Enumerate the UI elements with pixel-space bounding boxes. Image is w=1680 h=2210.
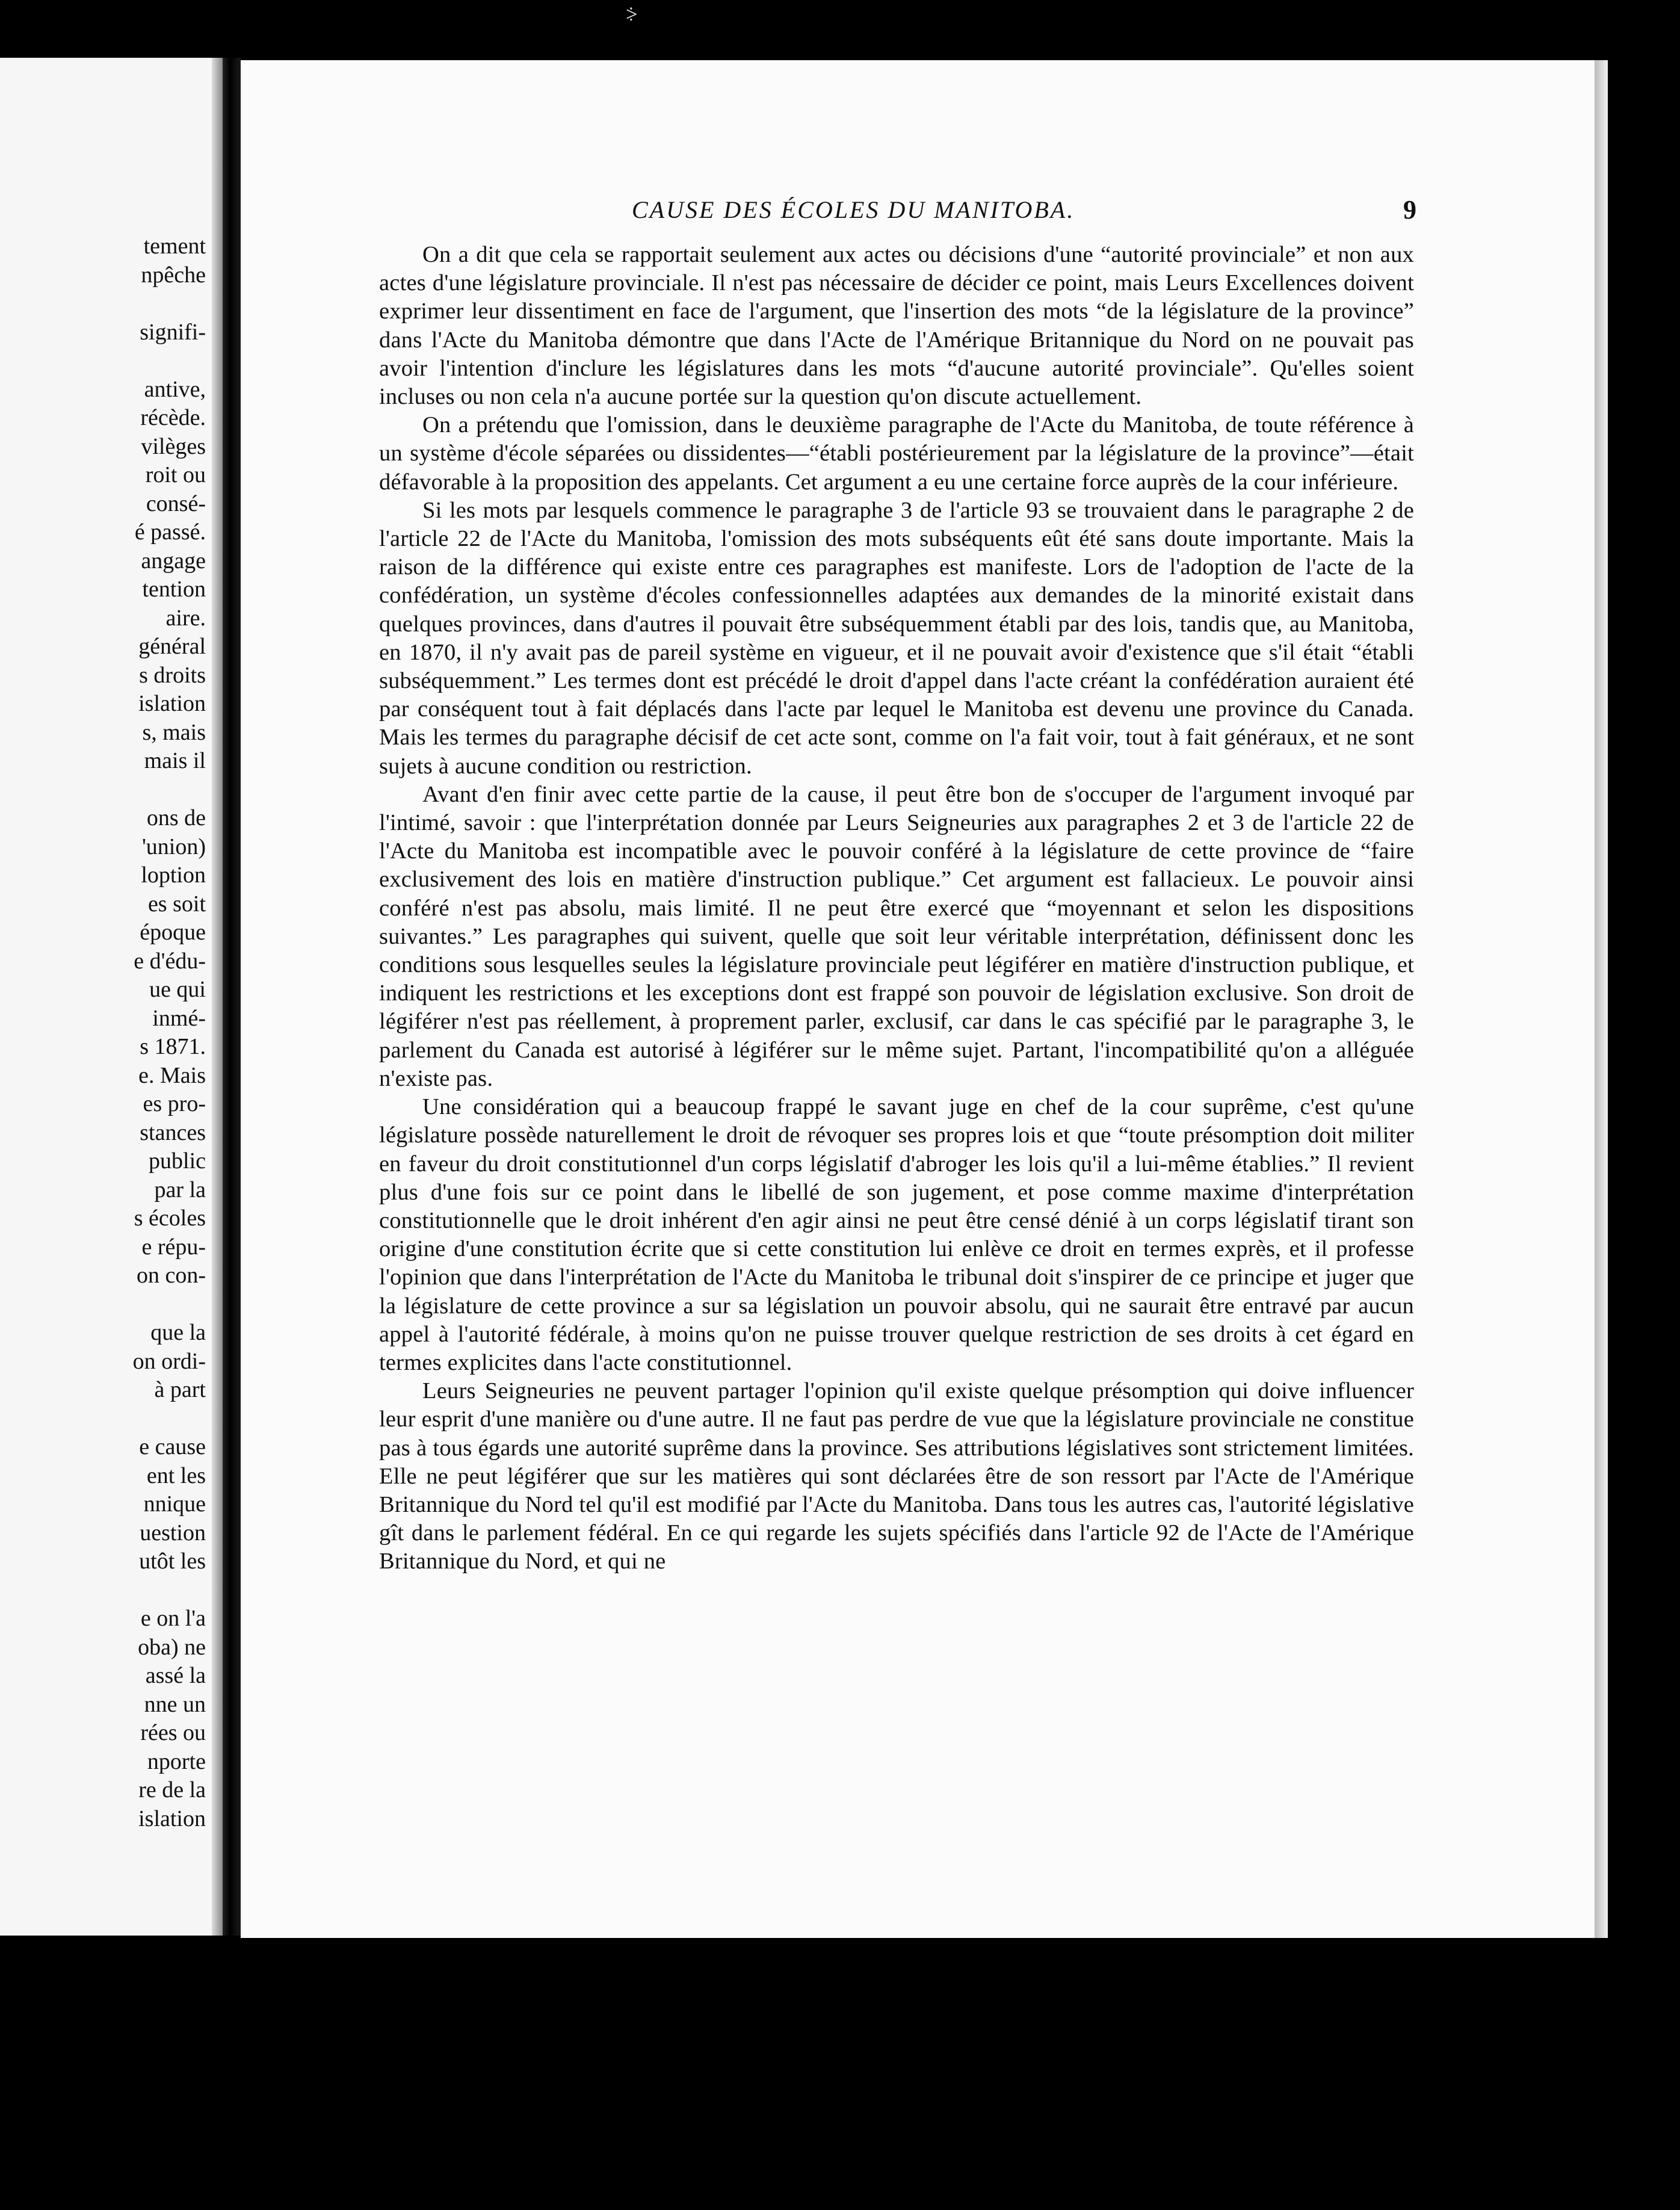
facing-page-line: ue qui [149, 977, 206, 1002]
facing-page-line [13, 289, 206, 318]
facing-page-line: général [138, 634, 206, 659]
facing-page-line: à part [154, 1377, 206, 1402]
facing-page-line: nne un [144, 1691, 206, 1717]
facing-page-line: on ordi- [132, 1348, 206, 1374]
running-head [241, 196, 1595, 232]
facing-page-line: vilèges [141, 433, 206, 459]
facing-page-line: nnique [143, 1491, 206, 1517]
facing-page-text [13, 232, 206, 1833]
paragraph: On a prétendu que l'omission, dans le deuxième paragraphe de l'Acte du Manitoba, de toute référence à un système d'école séparées ou dissidentes—“établi postérieurement par la législature de la province”—était défavorable à la proposition des appelants. Cet argument a eu une certaine force auprès de la cour inférieure. [379, 412, 1414, 495]
facing-page-line: antive, [144, 376, 206, 402]
facing-page-line: signifi- [140, 319, 206, 345]
facing-page-line: assé la [145, 1663, 206, 1688]
facing-page-line [13, 776, 206, 805]
facing-page-line: par la [154, 1177, 206, 1202]
facing-page-line: e. Mais [138, 1062, 206, 1088]
facing-page-line: es pro- [143, 1091, 206, 1116]
facing-page-line: uestion [140, 1520, 206, 1546]
facing-page-line: récède. [140, 405, 206, 430]
facing-page-line: rées ou [140, 1720, 206, 1745]
facing-page-line [13, 1290, 206, 1319]
facing-page-line [13, 347, 206, 376]
facing-page-line: s, mais [142, 719, 206, 745]
page-fold [212, 58, 223, 1936]
facing-page-line [13, 1405, 206, 1434]
facing-page-line: 'union) [141, 834, 206, 859]
facing-page-line: utôt les [139, 1549, 206, 1574]
facing-page-line: que la [150, 1320, 206, 1345]
facing-page-line: tention [142, 577, 206, 602]
facing-page-line: stances [140, 1119, 206, 1145]
facing-page-line: aire. [165, 605, 206, 631]
facing-page-line: public [149, 1148, 206, 1174]
facing-page-line: nporte [147, 1748, 206, 1774]
book-gutter [223, 58, 241, 1936]
facing-page-line: ons de [146, 805, 206, 831]
paragraph: Si les mots par lesquels commence le paragraphe 3 de l'article 93 se trouvaient dans le paragraphe 2 de l'article 22 de l'Acte du Manitoba, l'omission des mots subséquents eût été sans doute importante. Mais la raison de la différence qui existe entre ces paragraphes est manifeste. Lors de l'adoption de l'acte de la confédération, un système d'écoles confessionnelles adaptées aux demandes de la minorité existait dans quelques provinces, dans d'autres il pouvait être subséquemment établi par des lois, tandis que, au Manitoba, en 1870, il n'y avait pas de pareil système en vigueur, et il ne pouvait avoir d'existence que s'il était “établi subséquemment.” Les termes dont est précédé le droit d'appel dans l'acte créant la confédération auraient été par conséquent tout à fait déplacés dans l'acte par lequel le Manitoba est devenu une province du Canada. Mais les termes du paragraphe décisif de cet acte sont, comme on l'a fait voir, tout à fait généraux, et ne sont sujets à aucune condition ou restriction. [379, 497, 1414, 779]
facing-page-line: e d'édu- [134, 948, 206, 974]
facing-page-line: angage [141, 548, 206, 574]
body-text [379, 241, 1414, 1576]
facing-page-line: inmé- [152, 1005, 206, 1031]
facing-page-line: on con- [136, 1263, 206, 1288]
facing-page-line: e cause [139, 1434, 206, 1459]
facing-page-line [13, 1576, 206, 1605]
page-number: 9 [1403, 195, 1416, 224]
facing-page-line: s écoles [134, 1206, 206, 1231]
facing-page-line: s 1871. [140, 1034, 206, 1059]
facing-page-line: s droits [139, 662, 206, 688]
facing-page-line: loption [141, 862, 206, 888]
facing-page-line: islation [138, 1806, 206, 1831]
facing-page-line: oba) ne [138, 1634, 206, 1660]
facing-page-line: re de la [138, 1777, 206, 1803]
facing-page-line: es soit [147, 891, 206, 917]
facing-page-line: é passé. [134, 519, 206, 545]
facing-page-line: ent les [146, 1462, 206, 1488]
facing-page-line: e répu- [141, 1234, 206, 1260]
facing-page-line: islation [138, 691, 206, 716]
facing-page-line: consé- [146, 491, 206, 516]
paragraph: On a dit que cela se rapportait seulement aux actes ou décisions d'une “autorité provinciale” et non aux actes d'une législature provinciale. Il n'est pas nécessaire de décider ce point, mais Leurs Excellences doivent exprimer leur dissentiment en face de l'argument, que l'insertion des mots “de la législature de la province” dans l'Acte du Manitoba démontre que dans l'Acte de l'Amérique Britannique du Nord on ne pouvait pas avoir l'intention d'inclure les législatures dans les mots “d'aucune autorité provinciale”. Qu'elles soient incluses ou non cela n'a aucune portée sur la question qu'on discute actuellement. [379, 242, 1414, 410]
page-edge [1595, 60, 1608, 1938]
facing-page-line: npêche [141, 262, 206, 288]
paragraph: Une considération qui a beaucoup frappé le savant juge en chef de la cour suprême, c'est qu'une législature possède naturellement le droit de révoquer ses propres lois et que “toute présomption doit militer en faveur du droit constitutionnel d'un corps législatif d'abroger les lois qu'il a lui-même établies.” Il revient plus d'une fois sur ce point dans le libellé de son jugement, et pose comme maxime d'interprétation constitutionnelle que le droit inhérent d'en agir ainsi ne peut être censé dénié à un corps législatif tirant son origine d'une constitution écrite que si cette constitution lui enlève ce droit en termes exprès, et il professe l'opinion que dans l'interprétation de l'Acte du Manitoba le tribunal doit s'inspirer de ce principe et juger que la législature de cette province a sur sa législation un pouvoir absolu, qui ne saurait être entravé par aucun appel à l'autorité fédérale, à moins qu'on ne puisse trouver quelque restriction de ses droits à cet égard en termes explicites dans l'acte constitutionnel. [379, 1094, 1414, 1375]
facing-page [0, 58, 223, 1936]
facing-page-line: mais il [144, 748, 206, 773]
facing-page-line: tement [143, 234, 206, 259]
facing-page-line: époque [140, 920, 206, 945]
spine-mark: ⸖ [626, 4, 638, 26]
facing-page-line: e on l'a [140, 1606, 206, 1631]
paragraph: Avant d'en finir avec cette partie de la cause, il peut être bon de s'occuper de l'argument invoqué par l'intimé, savoir : que l'interprétation donnée par Leurs Seigneuries aux paragraphes 2 et 3 de l'article 22 de l'Acte du Manitoba est incompatible avec le pouvoir conféré à la législature de cette province de “faire exclusivement des lois en matière d'instruction publique.” Cet argument est fallacieux. Le pouvoir ainsi conféré n'est pas absolu, mais limité. Il ne peut être exercé que “moyennant et selon les dispositions suivantes.” Les paragraphes qui suivent, quelle que soit leur véritable interprétation, définissent donc les conditions sous lesquelles seules la législature provinciale peut légiférer en matière d'instruction publique, et indiquent les restrictions et les exceptions dont est frappé son pouvoir de législation exclusive. Son droit de légiférer n'est pas réellement, à proprement parler, exclusif, car dans le cas spécifié par le paragraphe 3, le parlement du Canada est autorisé à légiférer sur le même sujet. Partant, l'incompatibilité qu'on a alléguée n'existe pas. [379, 781, 1414, 1091]
facing-page-line: roit ou [145, 462, 206, 488]
paragraph: Leurs Seigneuries ne peuvent partager l'opinion qu'il existe quelque présomption qui doive influencer leur esprit d'une manière ou d'une autre. Il ne faut pas perdre de vue que la législature provinciale ne constitue pas à tous égards une autorité suprême dans la province. Ses attributions législatives sont strictement limitées. Elle ne peut légiférer que sur les matières qui sont déclarées être de son ressort par l'Acte de l'Amérique Britannique du Nord tel qu'il est modifié par l'Acte du Manitoba. Dans tous les autres cas, l'autorité législative gît dans le parlement fédéral. En ce qui regarde les sujets spécifiés dans l'article 92 de l'Acte de l'Amérique Britannique du Nord, et qui ne [379, 1378, 1414, 1574]
document-page [241, 60, 1595, 1938]
running-title: CAUSE DES ÉCOLES DU MANITOBA. [632, 196, 1075, 223]
